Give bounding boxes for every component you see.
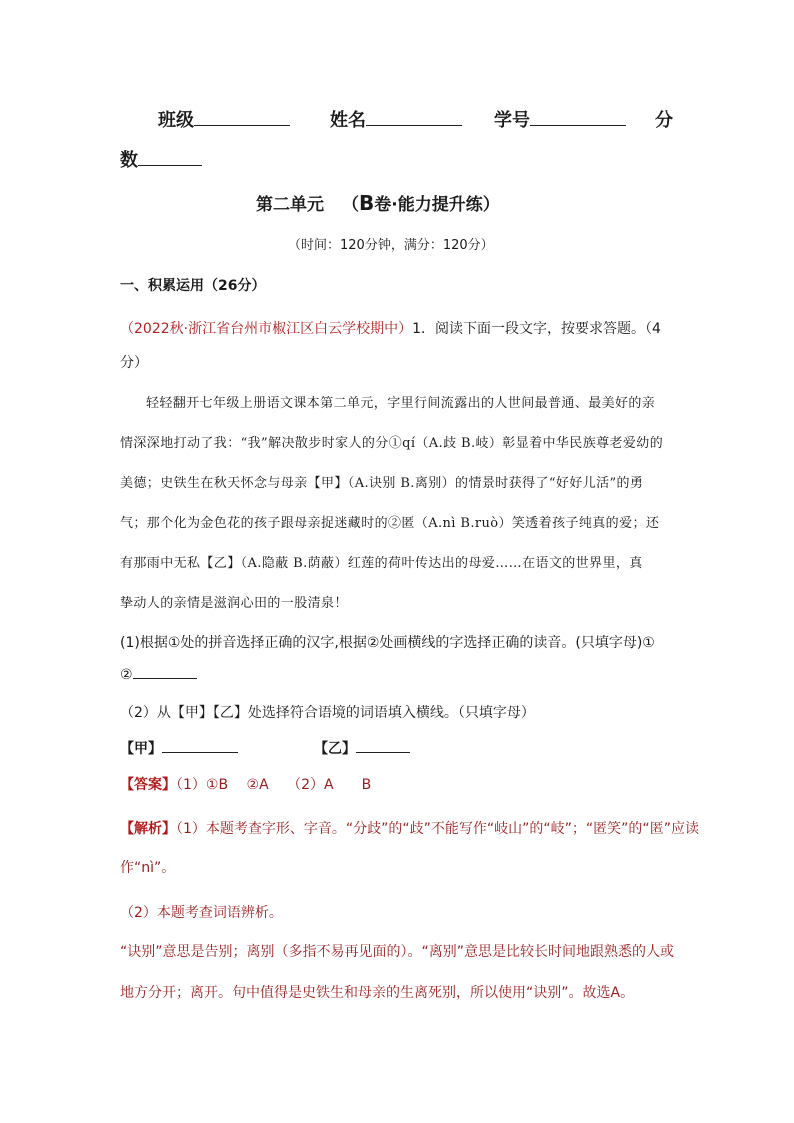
- answer-line: [120, 774, 371, 794]
- sub-question-2: （2）从【甲】【乙】处选择符合语境的词语填入横线。（只填字母）: [120, 705, 535, 721]
- class-label: 班级: [158, 110, 194, 131]
- answer-blank-2[interactable]: [133, 664, 197, 679]
- class-field: [158, 106, 290, 132]
- analysis-text: （1）本题考查字形、字音。“分歧”的“歧”不能写作“岐山”的“岐”；“匿笑”的“匿”应读: [176, 821, 699, 837]
- title-rest: 卷·能力提升练）: [374, 195, 500, 215]
- passage-line: 轻轻翻开七年级上册语文课本第二单元，字里行间流露出的人世间最普通、最美好的亲: [146, 396, 656, 411]
- exam-time-info: （时间：120分钟，满分：120分）: [288, 238, 494, 253]
- student-id-label: 学号: [494, 110, 530, 131]
- question-1-line1: [120, 318, 661, 338]
- analysis-line: 地方分开；离开。句中值得是史铁生和母亲的生离死别，所以使用“诀别”。故选A。: [120, 985, 635, 1001]
- student-id-blank[interactable]: [530, 107, 626, 126]
- sub-question-1-answer: [120, 664, 197, 683]
- title-main: 第二单元: [256, 195, 324, 215]
- analysis-label: 【解析】: [120, 821, 176, 837]
- passage-line: 有那雨中无私【乙】（A.隐蔽 B.荫蔽）红莲的荷叶传达出的母爱……在语文的世界里，真: [120, 556, 643, 571]
- name-label: 姓名: [330, 110, 366, 131]
- passage-line: 气；那个化为金色花的孩子跟母亲捉迷藏时的②匿（A.nì B.ruò）笑透着孩子纯真的爱；还: [120, 516, 660, 531]
- title-open-paren: （: [342, 195, 359, 215]
- jia-label: 【甲】: [120, 741, 162, 757]
- answer-text: （1）①B ②A （2）A B: [176, 777, 372, 793]
- analysis-line: “诀别”意思是告别；离别（多指不易再见面的）。“离别”意思是比较长时间地跟熟悉的人或: [120, 944, 675, 960]
- passage-line: 挚动人的亲情是滋润心田的一股清泉！: [120, 596, 348, 611]
- sub-question-1: (1)根据①处的拼音选择正确的汉字,根据②处画横线的字选择正确的读音。(只填字母)①: [120, 635, 655, 651]
- circle-2-label: ②: [120, 667, 133, 683]
- score-blank[interactable]: [138, 147, 202, 166]
- score-field: [120, 146, 202, 172]
- yi-blank[interactable]: [356, 738, 410, 753]
- score-label-1: 分: [655, 110, 673, 131]
- question-source: （2022秋·浙江省台州市椒江区白云学校期中）: [120, 321, 413, 337]
- answer-label: 【答案】: [120, 777, 176, 793]
- name-field: [330, 106, 462, 132]
- section-heading: 一、积累运用（26分）: [120, 278, 266, 294]
- score-label-2: 数: [120, 150, 138, 171]
- jia-field: [120, 738, 238, 758]
- yi-label: 【乙】: [314, 741, 356, 757]
- question-prompt: 1．阅读下面一段文字，按要求答题。（4: [412, 321, 661, 337]
- yi-field: [314, 738, 410, 758]
- name-blank[interactable]: [366, 107, 462, 126]
- analysis-line: 作“nì”。: [120, 860, 176, 876]
- analysis-line: [120, 818, 699, 838]
- analysis-line: （2）本题考查词语辨析。: [120, 905, 283, 921]
- passage-line: 美德；史铁生在秋天怀念与母亲【甲】（A.诀别 B.离别）的情景时获得了“好好儿活”的勇: [120, 476, 644, 491]
- class-blank[interactable]: [194, 107, 290, 126]
- question-prompt-cont: 分）: [120, 355, 148, 371]
- passage-line: 情深深地打动了我：“我”解决散步时家人的分①qí（A.歧 B.岐）彰显着中华民族尊老爱幼的: [120, 436, 664, 451]
- student-id-field: [494, 106, 626, 132]
- jia-blank[interactable]: [162, 738, 238, 753]
- title-b: B: [359, 191, 375, 215]
- page-title: [256, 190, 500, 215]
